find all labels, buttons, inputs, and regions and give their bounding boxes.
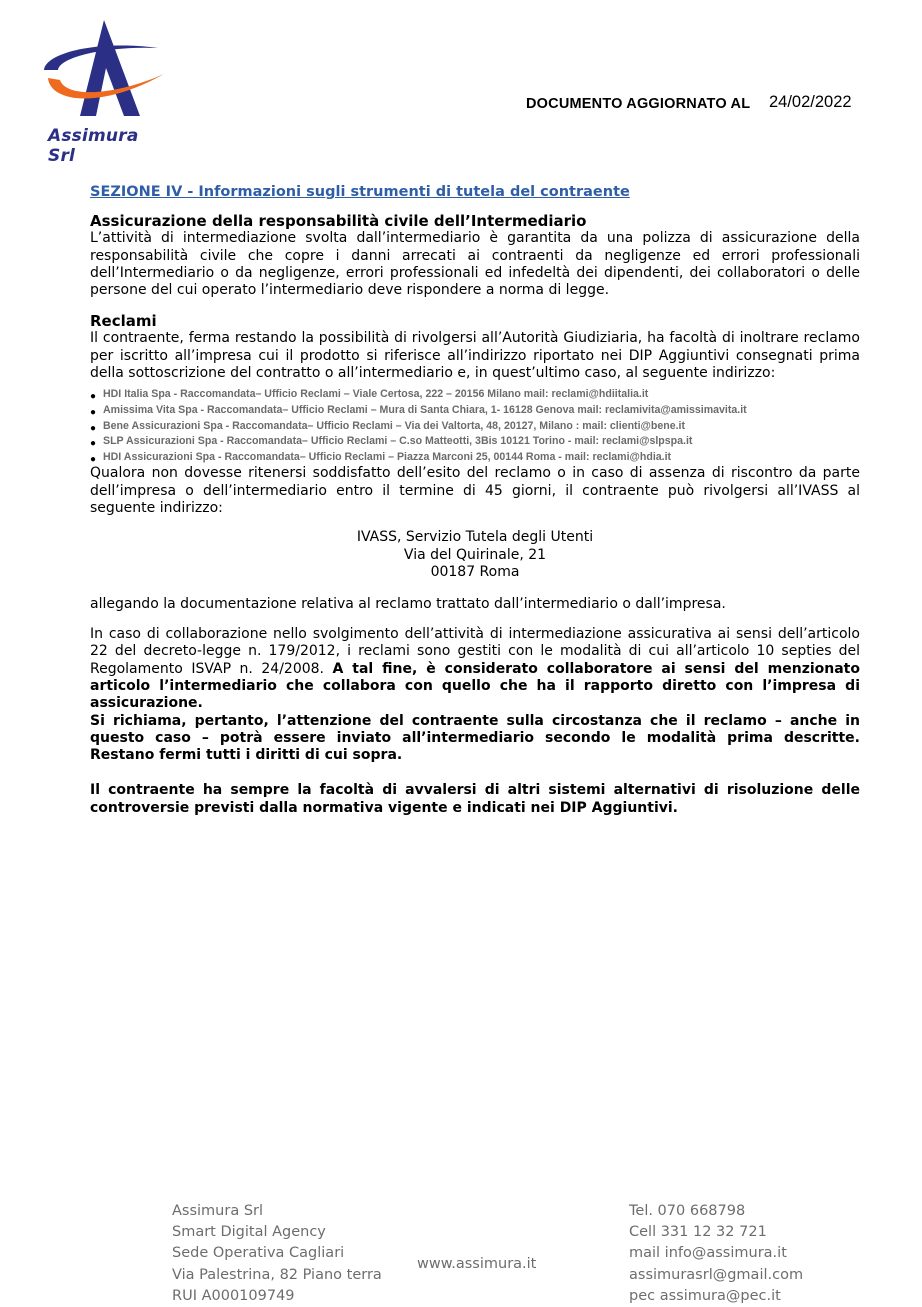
footer-contacts — [629, 1201, 803, 1307]
logo-mark-icon — [40, 18, 170, 128]
spacer — [90, 299, 860, 312]
bullet-icon: ● — [90, 438, 97, 450]
alternative-resolution-paragraph: Il contraente ha sempre la facoltà di avvalersi di altri sistemi alternativi di risoluzione delle controversie previsti dalla normativa vigente e indicati nei DIP Aggiuntivi. — [90, 782, 860, 816]
ivass-line: 00187 Roma — [430, 564, 520, 581]
collaboration-text: In caso di collaborazione nello svolgimento dell’attività di intermediazione assicurativa ai sensi dell’articolo 22 del decreto-legge n. 179/2012, i reclami sono gestiti con le modalità di cui all’articolo 10 septies del Regolamento ISVAP n. 24/2008. — [90, 626, 860, 677]
footer-pec-link[interactable]: pec assimura@pec.it — [629, 1287, 781, 1304]
rc-heading: Assicurazione della responsabilità civile dell’Intermediario — [90, 212, 587, 231]
list-item: ● HDI Italia Spa - Raccomandata– Ufficio Reclami – Viale Certosa, 222 – 20156 Milano mail: reclami@hdiitalia.it — [90, 387, 860, 403]
spacer — [90, 613, 860, 626]
ivass-line: Via del Quirinale, 21 — [403, 546, 547, 563]
ivass-address — [90, 529, 860, 582]
document-updated-date: 24/02/2022 — [769, 93, 852, 111]
list-item: ● Amissima Vita Spa - Raccomandata– Ufficio Reclami – Mura di Santa Chiara, 1- 16128 Genova mail: reclamivita@amissimavita.it — [90, 403, 860, 419]
bullet-icon: ● — [90, 406, 97, 418]
footer-phone: Tel. 070 668798 — [629, 1203, 746, 1219]
ivass-paragraph: Qualora non dovesse ritenersi soddisfatto dell’esito del reclamo o in caso di assenza di riscontro da parte dell’impresa o dell’intermediario entro il termine di 45 giorni, il contraente può rivolgersi all’IVASS al seguente indirizzo: — [90, 465, 860, 516]
footer-line: RUI A000109749 — [172, 1287, 295, 1304]
footer-mobile: Cell 331 12 32 721 — [629, 1224, 767, 1241]
footer-company-info — [172, 1201, 382, 1307]
collaboration-bold-text: A tal fine, è considerato collaboratore ai sensi del menzionato articolo l’intermediario che collabora con quello che ha il rapporto diretto con l’impresa di assicurazione. — [90, 660, 860, 712]
richiama-paragraph: Si richiama, pertanto, l’attenzione del contraente sulla circostanza che il reclamo – anche in questo caso – potrà essere inviato all’intermediario secondo le modalità prima descritte. Restano fermi tutti i diritti di cui sopra. — [90, 712, 860, 764]
footer-line: Smart Digital Agency — [172, 1224, 326, 1241]
reclami-heading: Reclami — [90, 312, 157, 331]
bullet-icon: ● — [90, 422, 97, 434]
company-logo — [40, 18, 170, 166]
document-body — [90, 184, 860, 817]
footer-email-link[interactable]: mail info@assimura.it — [629, 1245, 787, 1262]
ivass-line: IVASS, Servizio Tutela degli Utenti — [356, 529, 594, 546]
rc-paragraph: L’attività di intermediazione svolta dall’intermediario è garantita da una polizza di assicurazione della responsabilità civile che copre i danni arrecati ai contraenti da negligenze ed errori professionali dell’Intermediario o da negligenze, errori professionali ed infedeltà dei dipendenti, dei collaboratori o delle persone del cui operato l’intermediario deve rispondere a norma di legge. — [90, 230, 860, 299]
complaint-address-list — [90, 387, 860, 465]
section-title: SEZIONE IV - Informazioni sugli strumenti di tutela del contraente — [90, 184, 630, 200]
collaboration-paragraph — [90, 626, 860, 712]
list-item: ● HDI Assicurazioni Spa - Raccomandata– Ufficio Reclami – Piazza Marconi 25, 00144 Roma - mail: reclami@hdia.it — [90, 450, 860, 466]
document-updated-label: DOCUMENTO AGGIORNATO AL — [526, 96, 751, 112]
bullet-icon: ● — [90, 391, 97, 403]
allegando-paragraph: allegando la documentazione relativa al reclamo trattato dall’intermediario o dall’impresa. — [90, 595, 726, 612]
footer-line: Via Palestrina, 82 Piano terra — [172, 1266, 382, 1283]
bullet-icon: ● — [90, 453, 97, 465]
logo-text: Assimura Srl — [48, 126, 139, 166]
footer-line: Assimura Srl — [172, 1203, 264, 1219]
list-item: ● SLP Assicurazioni Spa - Raccomandata– Ufficio Reclami – C.so Matteotti, 3Bis 10121 Torino - mail: reclami@slpspa.it — [90, 434, 860, 450]
footer-gmail-link[interactable]: assimurasrl@gmail.com — [629, 1266, 804, 1283]
footer-line: Sede Operativa Cagliari — [172, 1245, 345, 1262]
footer-website-link[interactable]: www.assimura.it — [417, 1256, 537, 1272]
spacer — [90, 764, 860, 782]
reclami-intro: Il contraente, ferma restando la possibilità di rivolgersi all’Autorità Giudiziaria, ha facoltà di inoltrare reclamo per iscritto all’impresa cui il prodotto si riferisce all’indirizzo riportato nei DIP Aggiuntivi consegnati prima della sottoscrizione del contratto o all’intermediario e, in quest’ultimo caso, al seguente indirizzo: — [90, 330, 860, 382]
list-item: ● Bene Assicurazioni Spa - Raccomandata– Ufficio Reclami – Via dei Valtorta, 48, 20127, Milano : mail: clienti@bene.it — [90, 419, 860, 435]
